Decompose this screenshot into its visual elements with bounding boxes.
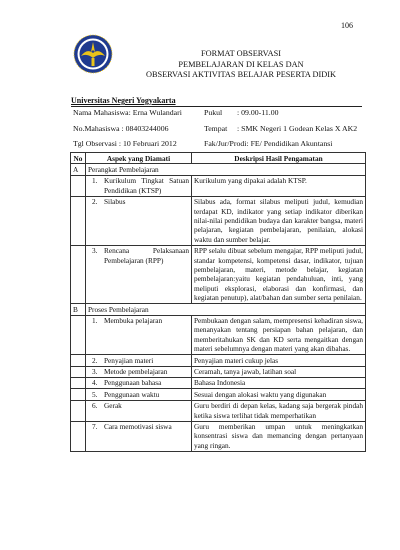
nomor-mahasiswa: No.Mahasiswa : 08403244006 — [73, 124, 169, 133]
pukul-label: Pukul — [204, 108, 223, 117]
aspek-cell — [86, 355, 192, 366]
aspek-number: 6. — [92, 401, 98, 411]
aspek-cell — [86, 245, 192, 303]
table-row — [71, 400, 366, 421]
fakultas-prodi: Fak/Jur/Prodi: FE/ Pendidikan Akuntansi — [204, 139, 333, 148]
document-title — [126, 49, 356, 81]
table-body — [71, 164, 366, 451]
aspek-text: Cara memotivasi siswa — [104, 422, 172, 432]
deskripsi-cell: Bahasa Indonesia — [192, 377, 366, 388]
deskripsi-cell: Silabus ada, format silabus meliputi judul, kemudian terdapat KD, indikator yang setiap indikator diberikan nilai-nilai pendidikan budaya dan karakter bangsa, materi pelajaran, kegiatan pembelajaran, penilaian, alokasi waktu dan sumber belajar. — [192, 196, 366, 245]
section-row — [71, 164, 366, 175]
observation-table — [70, 152, 366, 452]
row-no-cell — [71, 245, 86, 303]
aspek-wrap — [88, 378, 189, 387]
tanggal-observasi: Tgl Observasi : 10 Februari 2012 — [73, 139, 177, 148]
aspek-cell — [86, 175, 192, 196]
aspek-wrap — [88, 390, 189, 399]
aspek-number: 7. — [92, 422, 98, 432]
aspek-number: 3. — [92, 246, 98, 256]
aspek-text: Membuka pelajaran — [104, 316, 163, 325]
aspek-wrap — [88, 246, 189, 265]
aspek-wrap — [88, 197, 189, 206]
aspek-text: Penggunaan bahasa — [104, 378, 162, 388]
aspek-cell — [86, 421, 192, 451]
table-row — [71, 366, 366, 377]
aspek-number: 5. — [92, 389, 98, 399]
info-row-nama — [73, 108, 279, 118]
aspek-wrap — [88, 316, 189, 325]
aspek-text: Penyajian materi — [104, 355, 154, 365]
aspek-text: Kurikulum Tingkat Satuan Pendidikan (KTSP) — [104, 176, 189, 195]
section-title: Perangkat Pembelajaran — [86, 164, 366, 175]
table-row — [71, 421, 366, 451]
aspek-cell — [86, 315, 192, 355]
section-row — [71, 304, 366, 315]
table-row — [71, 389, 366, 400]
aspek-wrap — [88, 176, 189, 195]
row-no-cell — [71, 355, 86, 366]
tempat-label: Tempat — [204, 124, 228, 133]
deskripsi-cell: Penyajian materi cukup jelas — [192, 355, 366, 366]
aspek-wrap — [88, 422, 189, 431]
header-aspek: Aspek yang Diamati — [86, 153, 192, 164]
page-number: 106 — [341, 21, 353, 30]
row-no-cell — [71, 421, 86, 451]
section-no: B — [71, 304, 86, 315]
pukul-value: : 09.00-11.00 — [237, 108, 279, 117]
table-row — [71, 245, 366, 303]
row-no-cell — [71, 196, 86, 245]
aspek-number: 1. — [92, 316, 98, 325]
table-row — [71, 315, 366, 355]
aspek-cell — [86, 366, 192, 377]
aspek-wrap — [88, 367, 189, 376]
aspek-cell — [86, 400, 192, 421]
nama-mahasiswa: Nama Mahasiswa: Erna Wulandari — [73, 108, 182, 117]
deskripsi-cell: Pembukaan dengan salam, mempresensi kehadiran siswa, menanyakan tentang persiapan bahan pelajaran, dan memberitahukan SK dan KD serta mengaitkan dengan materi sebelumnya dengan materi yang akan dibahas. — [192, 315, 366, 355]
tempat-value: : SMK Negeri 1 Godean Kelas X AK2 — [237, 124, 358, 133]
section-title: Proses Pembelajaran — [86, 304, 366, 315]
deskripsi-cell: Sesuai dengan alokasi waktu yang digunakan — [192, 389, 366, 400]
aspek-cell — [86, 196, 192, 245]
aspek-text: Gerak — [104, 401, 122, 411]
aspek-text: Metode pembelajaran — [104, 367, 168, 377]
aspek-number: 1. — [92, 176, 98, 186]
aspek-number: 4. — [92, 378, 98, 388]
row-no-cell — [71, 175, 86, 196]
aspek-text: Rencana Pelaksanaan Pembelajaran (RPP) — [104, 246, 189, 265]
row-no-cell — [71, 389, 86, 400]
deskripsi-cell: Kurikulum yang dipakai adalah KTSP. — [192, 175, 366, 196]
aspek-cell — [86, 377, 192, 388]
header-deskripsi: Deskripsi Hasil Pengamatan — [192, 153, 366, 164]
aspek-wrap — [88, 356, 189, 365]
row-no-cell — [71, 366, 86, 377]
title-line-2: PEMBELAJARAN DI KELAS DAN — [178, 59, 304, 69]
table-row — [71, 377, 366, 388]
header-no: No — [71, 153, 86, 164]
row-no-cell — [71, 377, 86, 388]
row-no-cell — [71, 315, 86, 355]
aspek-number: 2. — [92, 355, 98, 365]
row-no-cell — [71, 400, 86, 421]
aspek-text: Silabus — [104, 197, 126, 207]
info-row-nomor — [73, 124, 358, 134]
title-line-1: FORMAT OBSERVASI — [201, 49, 281, 58]
aspek-number: 2. — [92, 197, 98, 207]
university-name: Universitas Negeri Yogyakarta — [71, 96, 362, 107]
aspek-text: Penggunaan waktu — [104, 389, 160, 399]
table-row — [71, 196, 366, 245]
aspek-wrap — [88, 401, 189, 410]
university-logo — [73, 34, 113, 74]
table-header-row — [71, 153, 366, 164]
aspek-cell — [86, 389, 192, 400]
info-row-tanggal — [73, 139, 333, 149]
deskripsi-cell: Ceramah, tanya jawab, latihan soal — [192, 366, 366, 377]
deskripsi-cell: Guru memberikan umpan untuk meningkatkan konsentrasi siswa dan memancing dengan pertanyaan yang ringan. — [192, 421, 366, 451]
table-row — [71, 355, 366, 366]
section-no: A — [71, 164, 86, 175]
title-line-3: OBSERVASI AKTIVITAS BELAJAR PESERTA DIDIK — [145, 70, 337, 79]
table-row — [71, 175, 366, 196]
aspek-number: 3. — [92, 367, 98, 377]
deskripsi-cell: Guru berdiri di depan kelas, kadang saja bergerak pindah ketika siswa terlihat tidak memperhatikan — [192, 400, 366, 421]
deskripsi-cell: RPP selalu dibuat sebelum mengajar, RPP meliputi judul, standar kompetensi, kompetensi dasar, indikator, tujuan pembelajaran, materi, metode belajar, kegiatan pembelajaran:yaitu kegiatan pendahuluan, inti, yang meliputi eksplorasi, elaborasi dan konfirmasi, dan kegiatan penutup), alat/bahan dan sumber serta penilaian. — [192, 245, 366, 303]
